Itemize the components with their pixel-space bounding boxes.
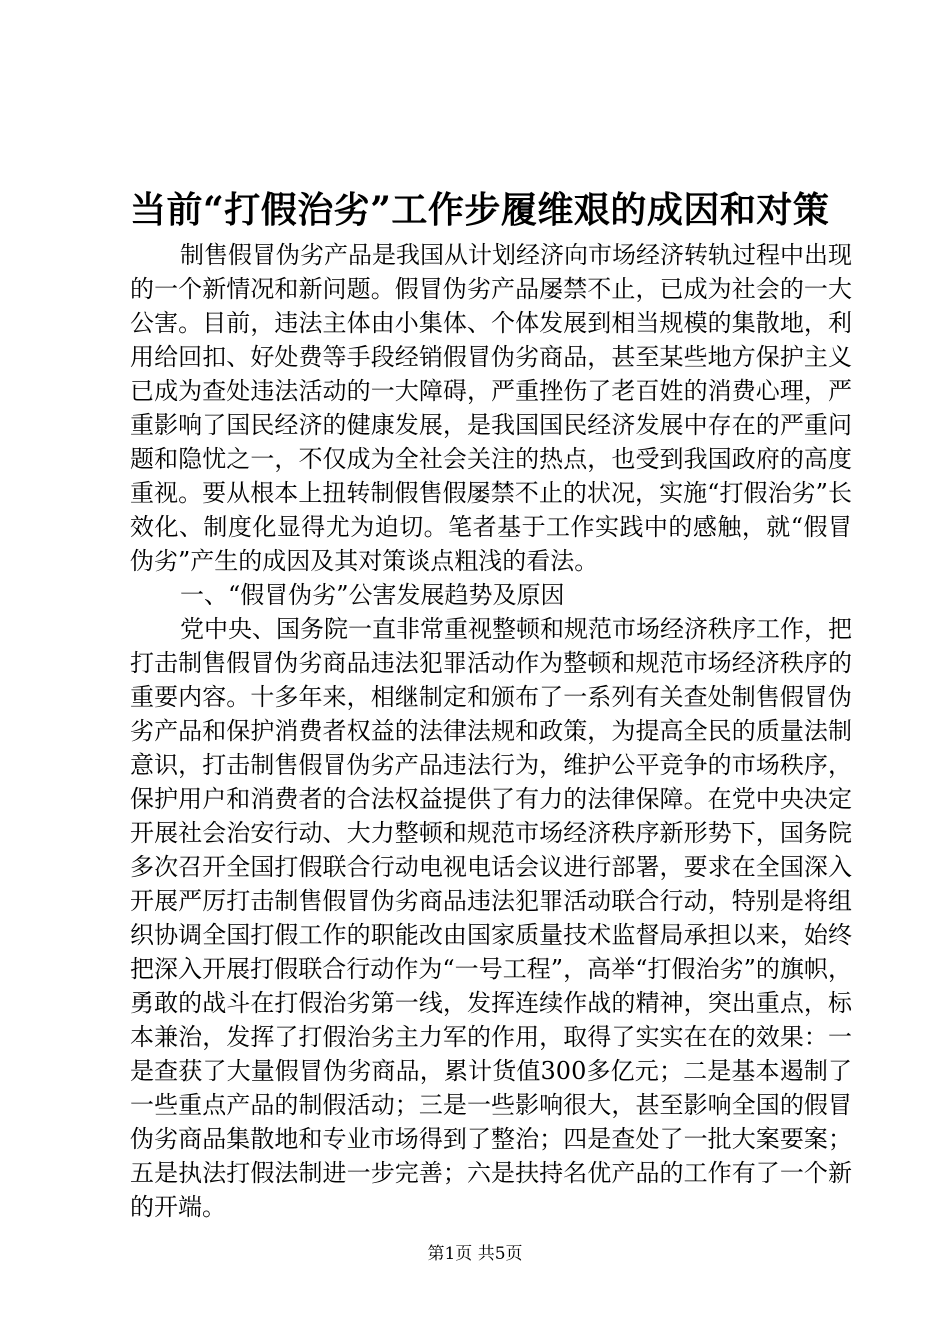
section-heading: 一、“假冒伪劣”公害发展趋势及原因 [180,581,565,609]
intro-paragraph: 制售假冒伪劣产品是我国从计划经济向市场经济转轨过程中出现的一个新情况和新问题。假冒伪劣产品屡禁不止，已成为社会的一大公害。目前，违法主体由小集体、个体发展到相当规模的集散地，利用给回扣、好处费等手段经销假冒伪劣商品，甚至某些地方保护主义已成为查处违法活动的一大障碍，严重挫伤了老百姓的消费心理，严重影响了国民经济的健康发展，是我国国民经济发展中存在的严重问题和隐忧之一，不仅成为全社会关注的热点，也受到我国政府的高度重视。要从根本上扭转制假售假屡禁不止的状况，实施“打假治劣”长效化、制度化显得尤为迫切。笔者基于工作实践中的感触，就“假冒伪劣”产生的成因及其对策谈点粗浅的看法。 [130,241,852,575]
document-body [130,238,852,1224]
section-paragraph: 党中央、国务院一直非常重视整顿和规范市场经济秩序工作，把打击制售假冒伪劣商品违法犯罪活动作为整顿和规范市场经济秩序的重要内容。十多年来，相继制定和颁布了一系列有关查处制售假冒伪劣产品和保护消费者权益的法律法规和政策，为提高全民的质量法制意识，打击制售假冒伪劣产品违法行为，维护公平竞争的市场秩序，保护用户和消费者的合法权益提供了有力的法律保障。在党中央决定开展社会治安行动、大力整顿和规范市场经济秩序新形势下，国务院多次召开全国打假联合行动电视电话会议进行部署，要求在全国深入开展严厉打击制售假冒伪劣商品违法犯罪活动联合行动，特别是将组织协调全国打假工作的职能改由国家质量技术监督局承担以来，始终把深入开展打假联合行动作为“一号工程”，高举“打假治劣”的旗帜，勇敢的战斗在打假治劣第一线，发挥连续作战的精神，突出重点，标本兼治，发挥了打假治劣主力军的作用，取得了实实在在的效果：一是查获了大量假冒伪劣商品，累计货值300多亿元；二是基本遏制了一些重点产品的制假活动；三是一些影响很大，甚至影响全国的假冒伪劣商品集散地和专业市场得到了整治；四是查处了一批大案要案；五是执法打假法制进一步完善；六是扶持名优产品的工作有了一个新的开端。 [130,615,852,1221]
page-footer: 第1页 共5页 [427,1244,523,1264]
document-title: 当前“打假治劣”工作步履维艰的成因和对策 [130,189,830,231]
